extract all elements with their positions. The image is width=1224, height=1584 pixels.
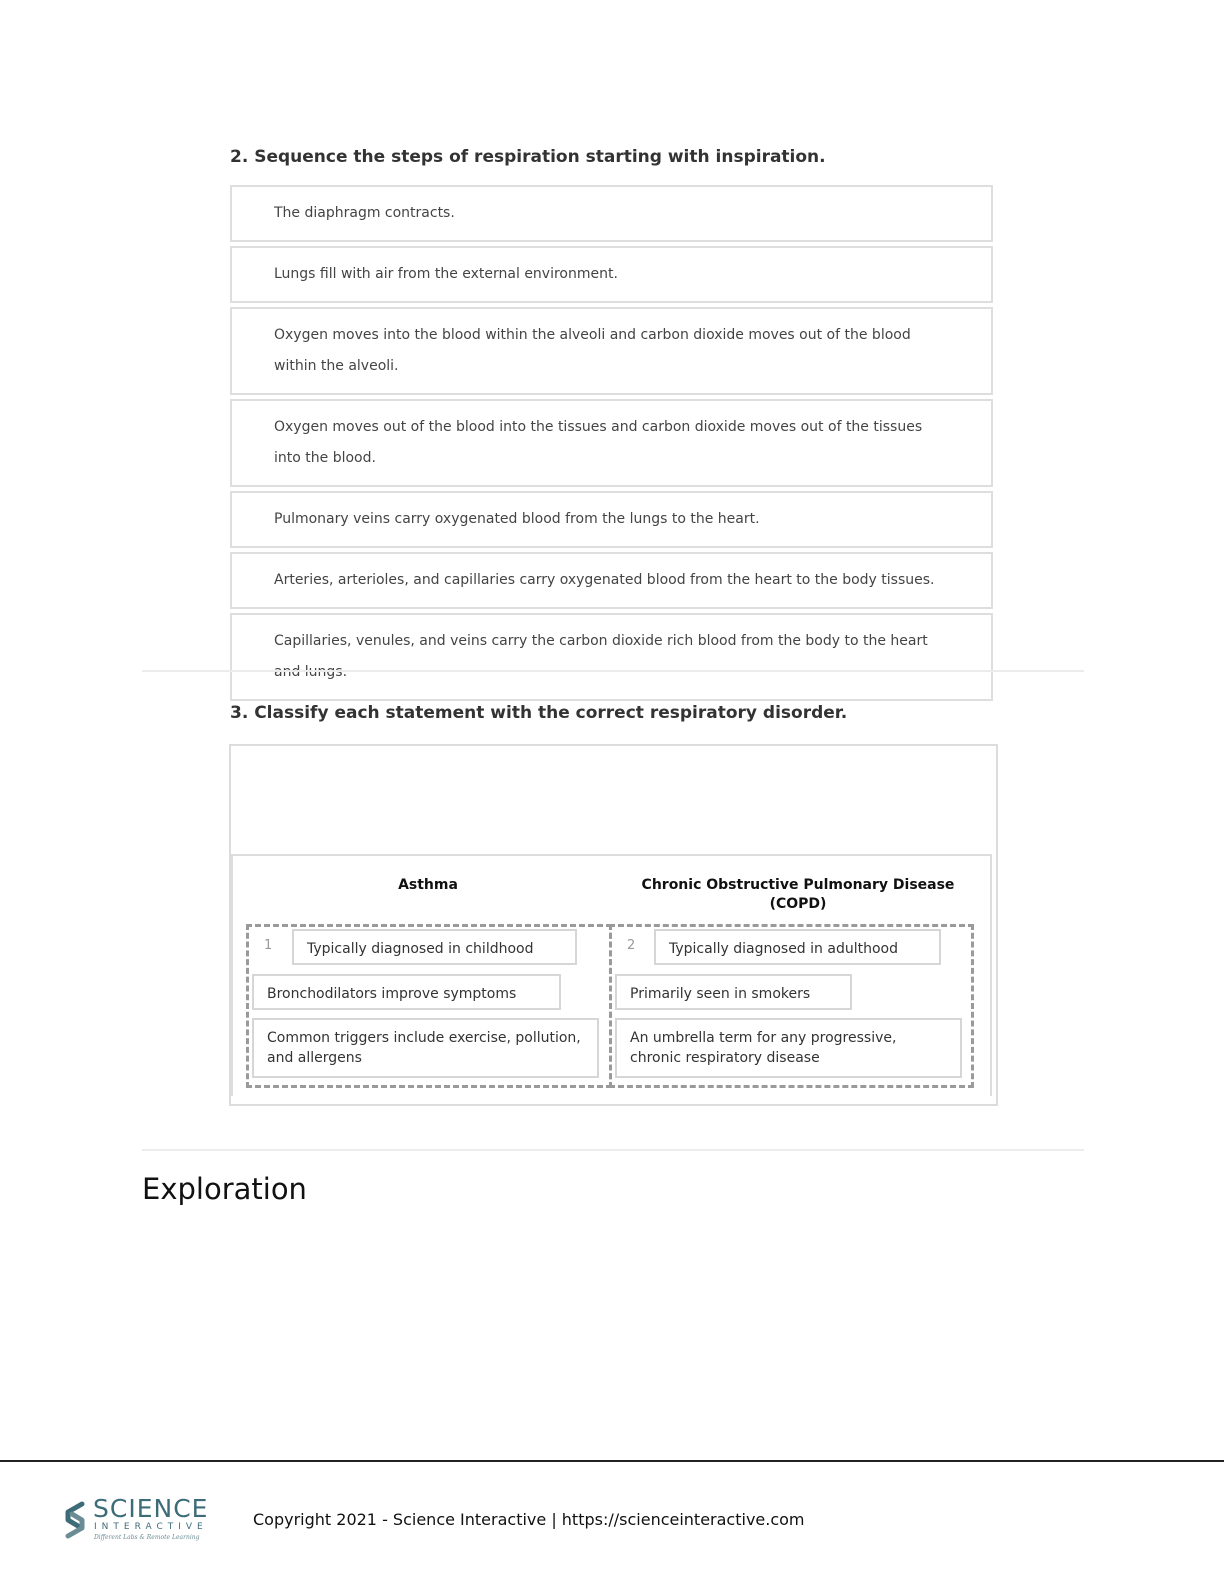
sequence-item[interactable]: Capillaries, venules, and veins carry the carbon dioxide rich blood from the body to the heart and lungs.	[230, 613, 993, 701]
footer-copyright: Copyright 2021 - Science Interactive | https://scienceinteractive.com	[253, 1510, 805, 1529]
sequence-item[interactable]: Arteries, arterioles, and capillaries carry oxygenated blood from the heart to the body tissues.	[230, 552, 993, 609]
statement-card[interactable]: Primarily seen in smokers	[615, 974, 852, 1010]
sequence-item[interactable]: Oxygen moves out of the blood into the tissues and carbon dioxide moves out of the tissues into the blood.	[230, 399, 993, 487]
footer-rule	[0, 1460, 1224, 1462]
sequence-item[interactable]: Pulmonary veins carry oxygenated blood from the lungs to the heart.	[230, 491, 993, 548]
science-interactive-logo	[60, 1494, 220, 1548]
category-title-copd: Chronic Obstructive Pulmonary Disease (COPD)	[641, 877, 955, 912]
statement-card[interactable]: Typically diagnosed in childhood	[292, 929, 577, 965]
section-heading: Exploration	[142, 1172, 307, 1206]
logo-tagline: Different Labs & Remote Learning	[94, 1534, 200, 1541]
question-3-title: 3. Classify each statement with the correct respiratory disorder.	[230, 703, 848, 723]
sequence-item[interactable]: Oxygen moves into the blood within the alveoli and carbon dioxide moves out of the blood within the alveoli.	[230, 307, 993, 395]
section-divider	[142, 1149, 1084, 1151]
logo-subtext: INTERACTIVE	[94, 1522, 208, 1532]
sequence-list	[230, 185, 993, 705]
drop-zone-number: 1	[264, 938, 273, 953]
sequence-item[interactable]: The diaphragm contracts.	[230, 185, 993, 242]
question-2-title: 2. Sequence the steps of respiration starting with inspiration.	[230, 147, 826, 167]
statement-card[interactable]: Typically diagnosed in adulthood	[654, 929, 941, 965]
section-divider	[142, 670, 1084, 672]
statement-card[interactable]: Bronchodilators improve symptoms	[252, 974, 561, 1010]
classification-widget	[229, 744, 998, 1106]
sequence-item[interactable]: Lungs fill with air from the external environment.	[230, 246, 993, 303]
statement-card[interactable]: Common triggers include exercise, pollution, and allergens	[252, 1018, 599, 1078]
logo-mark-icon	[60, 1500, 90, 1540]
classification-columns	[231, 854, 992, 1096]
logo-text: SCIENCE	[93, 1494, 209, 1523]
drop-zone-copd[interactable]	[609, 924, 974, 1088]
drop-zone-asthma[interactable]	[246, 924, 612, 1088]
category-title-asthma: Asthma	[398, 877, 458, 893]
statement-card[interactable]: An umbrella term for any progressive, chronic respiratory disease	[615, 1018, 962, 1078]
drop-zone-number: 2	[627, 938, 636, 953]
